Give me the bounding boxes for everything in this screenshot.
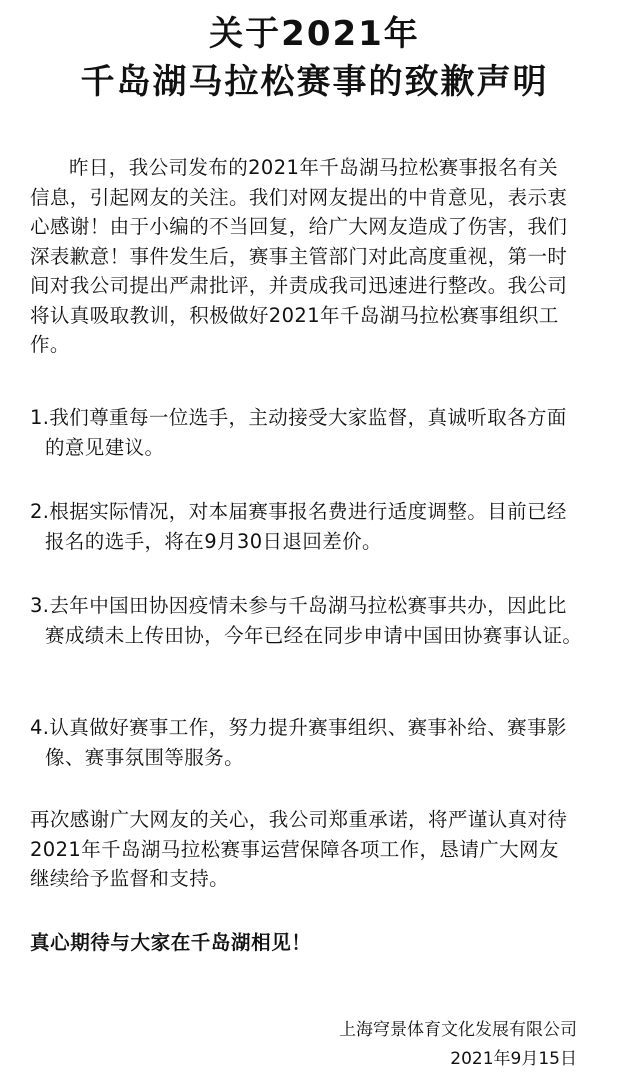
final-bold-line: 真心期待与大家在千岛湖相见！ xyxy=(30,931,312,954)
list-item-2: 2.根据实际情况，对本届赛事报名费进行适度调整。目前已经报名的选手，将在9月30日退回差价。 xyxy=(30,500,567,553)
intro-paragraph: 昨日，我公司发布的2021年千岛湖马拉松赛事报名有关信息，引起网友的关注。我们对网友提出的中肯意见，表示衷心感谢！由于小编的不当回复，给广大网友造成了伤害，我们深表歉意！事件发生后，赛事主管部门对此高度重视，第一时间对我公司提出严肃批评，并责成我司迅速进行整改。我公司将认真吸取教训，积极做好2021年千岛湖马拉松赛事组织工作。 xyxy=(30,156,568,356)
list-item-1: 1.我们尊重每一位选手，主动接受大家监督，真诚听取各方面的意见建议。 xyxy=(30,406,567,459)
document-title-line-2: 千岛湖马拉松赛事的致歉声明 xyxy=(80,62,549,102)
list-item-3: 3.去年中国田协因疫情未参与千岛湖马拉松赛事共办，因此比赛成绩未上传田协，今年已经在同步申请中国田协赛事认证。 xyxy=(30,594,583,647)
closing-paragraph: 再次感谢广大网友的关心，我公司郑重承诺，将严谨认真对待2021年千岛湖马拉松赛事运营保障各项工作，恳请广大网友继续给予监督和支持。 xyxy=(30,808,568,890)
document-title-line-1: 关于2021年 xyxy=(209,14,420,54)
signature-company: 上海穹景体育文化发展有限公司 xyxy=(339,1020,577,1040)
list-item-4: 4.认真做好赛事工作，努力提升赛事组织、赛事补给、赛事影像、赛事氛围等服务。 xyxy=(30,716,567,769)
signature-date: 2021年9月15日 xyxy=(450,1049,577,1069)
